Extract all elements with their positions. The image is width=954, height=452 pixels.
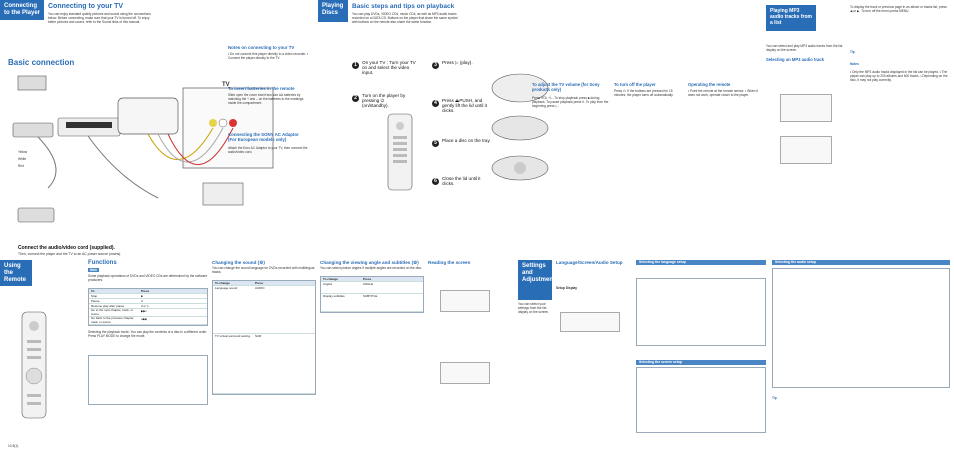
connect-cable-text: Connect the audio/video cord (supplied). — [18, 245, 115, 251]
sound-row-label: TV virtual surround setting — [215, 334, 251, 338]
turn-off-heading: To turn off the player — [614, 82, 656, 87]
selecting-mp3-heading: Selecting an MP3 audio track — [766, 57, 824, 62]
audio-table — [772, 268, 950, 388]
tab-playing — [318, 0, 348, 22]
basic-steps-text: You can play DVDs, VIDEO CDs, music CDs, as well as MP3 audio tracks recorded on a DATA CD. Buttons on the player that share the same symbol with buttons on the remote also share the same function. — [352, 12, 458, 24]
changing-sound-heading: Changing the sound (⚙) — [212, 260, 265, 265]
sound-table — [212, 280, 316, 395]
tab-settings-label: Settings and Adjustments — [522, 263, 559, 283]
remote-diagram — [14, 310, 54, 420]
functions-row-value: I◀◀ — [141, 317, 147, 321]
tab-connecting-label: Connecting to the Player — [4, 3, 41, 16]
angle-row-value: SUBTITLE — [363, 294, 378, 298]
setup-display-label: Setup Display — [556, 286, 578, 290]
playmode-table — [88, 355, 208, 405]
functions-table — [88, 288, 208, 326]
sound-row-label: Language sound — [215, 286, 238, 290]
functions-row-value: II — [141, 299, 143, 303]
functions-note-label: Note — [90, 268, 98, 272]
basic-connection-heading: Basic connection — [8, 58, 75, 67]
functions-row-value: II or ▷ — [141, 304, 150, 308]
connect-tv-text: You can enjoy standard quality pictures and sound using the connections below. Before connecting, make sure that your TV is turned off. To enjoy better pictures and sound, refer to the Sound links of this manual. — [48, 12, 151, 24]
mp3-list-screen — [780, 94, 832, 122]
mp3-right-text: To display the track or previous page in an album or tracks list, press ◀ or ▶. To turn off the menu press MENU. — [850, 5, 947, 13]
functions-note-text: Some playback operations of DVDs and VIDEO CDs are determined by the software producers. — [88, 274, 208, 282]
audio-display-screen — [440, 362, 490, 384]
connect-cable-subtext: Then, connect the player and the TV to an AC power source (mains). — [18, 252, 122, 256]
functions-col-to: To — [91, 289, 95, 293]
angle-col-change: To change — [323, 277, 338, 281]
tab-connecting — [0, 0, 44, 20]
step-3-number: 3 — [432, 62, 439, 69]
mp3-notes-text: • Only the MP3 audio tracks displayed in the list can be played. • The player can play up to 200 albums and 600 tracks. • Depending on the disc, it may not play correctly. — [850, 70, 948, 82]
step-2-text: Turn on the player by pressing ⏻ (on/standby). — [362, 93, 406, 108]
step-4-number: 4 — [432, 100, 439, 107]
selecting-screen-bar: Selecting the screen setup — [636, 360, 766, 365]
functions-col-press: Press — [141, 289, 150, 293]
step-1-number: 1 — [352, 62, 359, 69]
tab-playing-label: Playing Discs — [322, 3, 344, 16]
operating-remote-heading: Operating the remote — [688, 82, 731, 87]
functions-row-label: Pause — [91, 299, 100, 303]
step-6-text: Close the lid until it clicks. — [442, 176, 481, 186]
functions-row-label: Go to the next chapter, track, or scene — [91, 308, 134, 316]
sound-row-value: SUR — [255, 334, 262, 338]
tv-label: TV — [222, 82, 230, 88]
operating-remote-text: • Point the remote at the remote sensor. • When it does not work, operate closer to the player. — [688, 89, 758, 97]
changing-angle-heading: Changing the viewing angle and subtitles (⚙) — [320, 260, 419, 265]
white-label: White — [18, 157, 27, 161]
screen-table — [636, 367, 766, 433]
step-5-number: 5 — [432, 140, 439, 147]
insert-battery-heading: To insert batteries in the remote — [228, 86, 295, 91]
tab-mp3-label: Playing MP3 audio tracks from a list — [770, 8, 812, 26]
changing-angle-text: You can select picture angles if multiple angles are recorded on the disc. — [320, 266, 423, 270]
angle-row-label: Display subtitles — [323, 294, 345, 298]
angle-row-label: Angles — [323, 282, 333, 286]
angle-col-press: Press — [363, 277, 372, 281]
setup-display-screen — [560, 312, 620, 332]
adjust-volume-text: Press VOL +/–. To stop playback press ■ during playback. To pause playback press II. To play from the beginning press ▷. — [532, 96, 609, 108]
basic-steps-heading: Basic steps and tips on playback — [352, 3, 455, 10]
time-display-screen — [440, 290, 490, 312]
connect-tv-heading: Connecting to your TV — [48, 3, 124, 10]
connect-sony-text: Attach the Euro AC Adaptor to your TV, then connect the audio/video cord. — [228, 146, 308, 154]
changing-sound-text: You can change the sound language for DVDs recorded with multilingual tracks. — [212, 266, 315, 274]
turn-off-text: Press ⏻. If the buttons are pressed for 15 minutes, the player turns off automatically. — [614, 89, 674, 97]
remote-illustration — [382, 112, 418, 192]
mp3-notes-label: Notes — [850, 62, 859, 66]
functions-row-label: Resume play after pause — [91, 304, 125, 308]
tab-using-label: Using the Remote — [4, 263, 27, 283]
red-label: Red — [18, 164, 24, 168]
step-4-text: Press ⏏PUSH, and gently lift the lid until it clicks. — [442, 98, 487, 113]
language-screen-heading: Language/Screen/Audio Setup — [556, 260, 623, 265]
step-5-text: Place a disc on the tray. — [442, 138, 491, 143]
selecting-audio-bar: Selecting the audio setup — [772, 260, 950, 265]
functions-row-label: Stop — [91, 294, 98, 298]
page-number: 10-5(1) — [8, 444, 19, 448]
tab-settings — [518, 260, 559, 300]
functions-more-text: Selecting the playback mode. You can play the contents of a disc in a different order. Press PLAY MODE to change the mode. — [88, 330, 208, 338]
step-2-number: 2 — [352, 95, 359, 102]
adjust-volume-heading: To adjust the TV volume (for Sony products only) — [532, 82, 600, 92]
mp3-track-screen — [780, 136, 832, 164]
tab-mp3 — [766, 5, 816, 31]
mp3-intro: You can select and play MP3 audio tracks from the list display on the screen. — [766, 44, 843, 52]
settings-intro: You can select your settings from the list display on the screen. — [518, 302, 550, 314]
sound-col-change: To change — [215, 281, 230, 285]
functions-row-label: Go back to the previous chapter, track, or scene — [91, 316, 135, 324]
reading-screen-heading: Reading the screen — [428, 260, 471, 265]
sound-col-press: Press — [255, 281, 264, 285]
insert-battery-text: Slide open the cover insert two size AA batteries by matching the + and – on the batteries to the markings inside the compartment. — [228, 93, 304, 105]
step-3-text: Press ▷ (play). — [442, 60, 473, 65]
notes-tv-heading: Notes on connecting to your TV — [228, 45, 295, 50]
angle-table — [320, 276, 424, 313]
functions-row-value: ■ — [141, 294, 143, 298]
tab-using — [0, 260, 32, 286]
step-6-number: 6 — [432, 178, 439, 185]
step-1-text: On your TV : Turn your TV on and select the video input. — [362, 60, 416, 75]
angle-row-value: ANGLE — [363, 282, 374, 286]
connect-sony-heading: Connecting the SONY AC Adaptor (For European models only) — [228, 132, 299, 142]
audio-tip-label: Tip — [772, 396, 777, 400]
player-illustration — [490, 58, 550, 208]
notes-tv-text: • Do not connect this player directly to a video recorder. • Connect the player directly to the TV. — [228, 52, 309, 60]
selecting-language-bar: Selecting the language setup — [636, 260, 766, 265]
yellow-label: Yellow — [18, 150, 28, 154]
functions-row-value: ▶▶I — [141, 309, 147, 313]
functions-heading: Functions — [88, 260, 117, 266]
language-table — [636, 278, 766, 346]
mp3-tip-label: Tip — [850, 50, 855, 54]
sound-row-value: AUDIO — [255, 286, 265, 290]
